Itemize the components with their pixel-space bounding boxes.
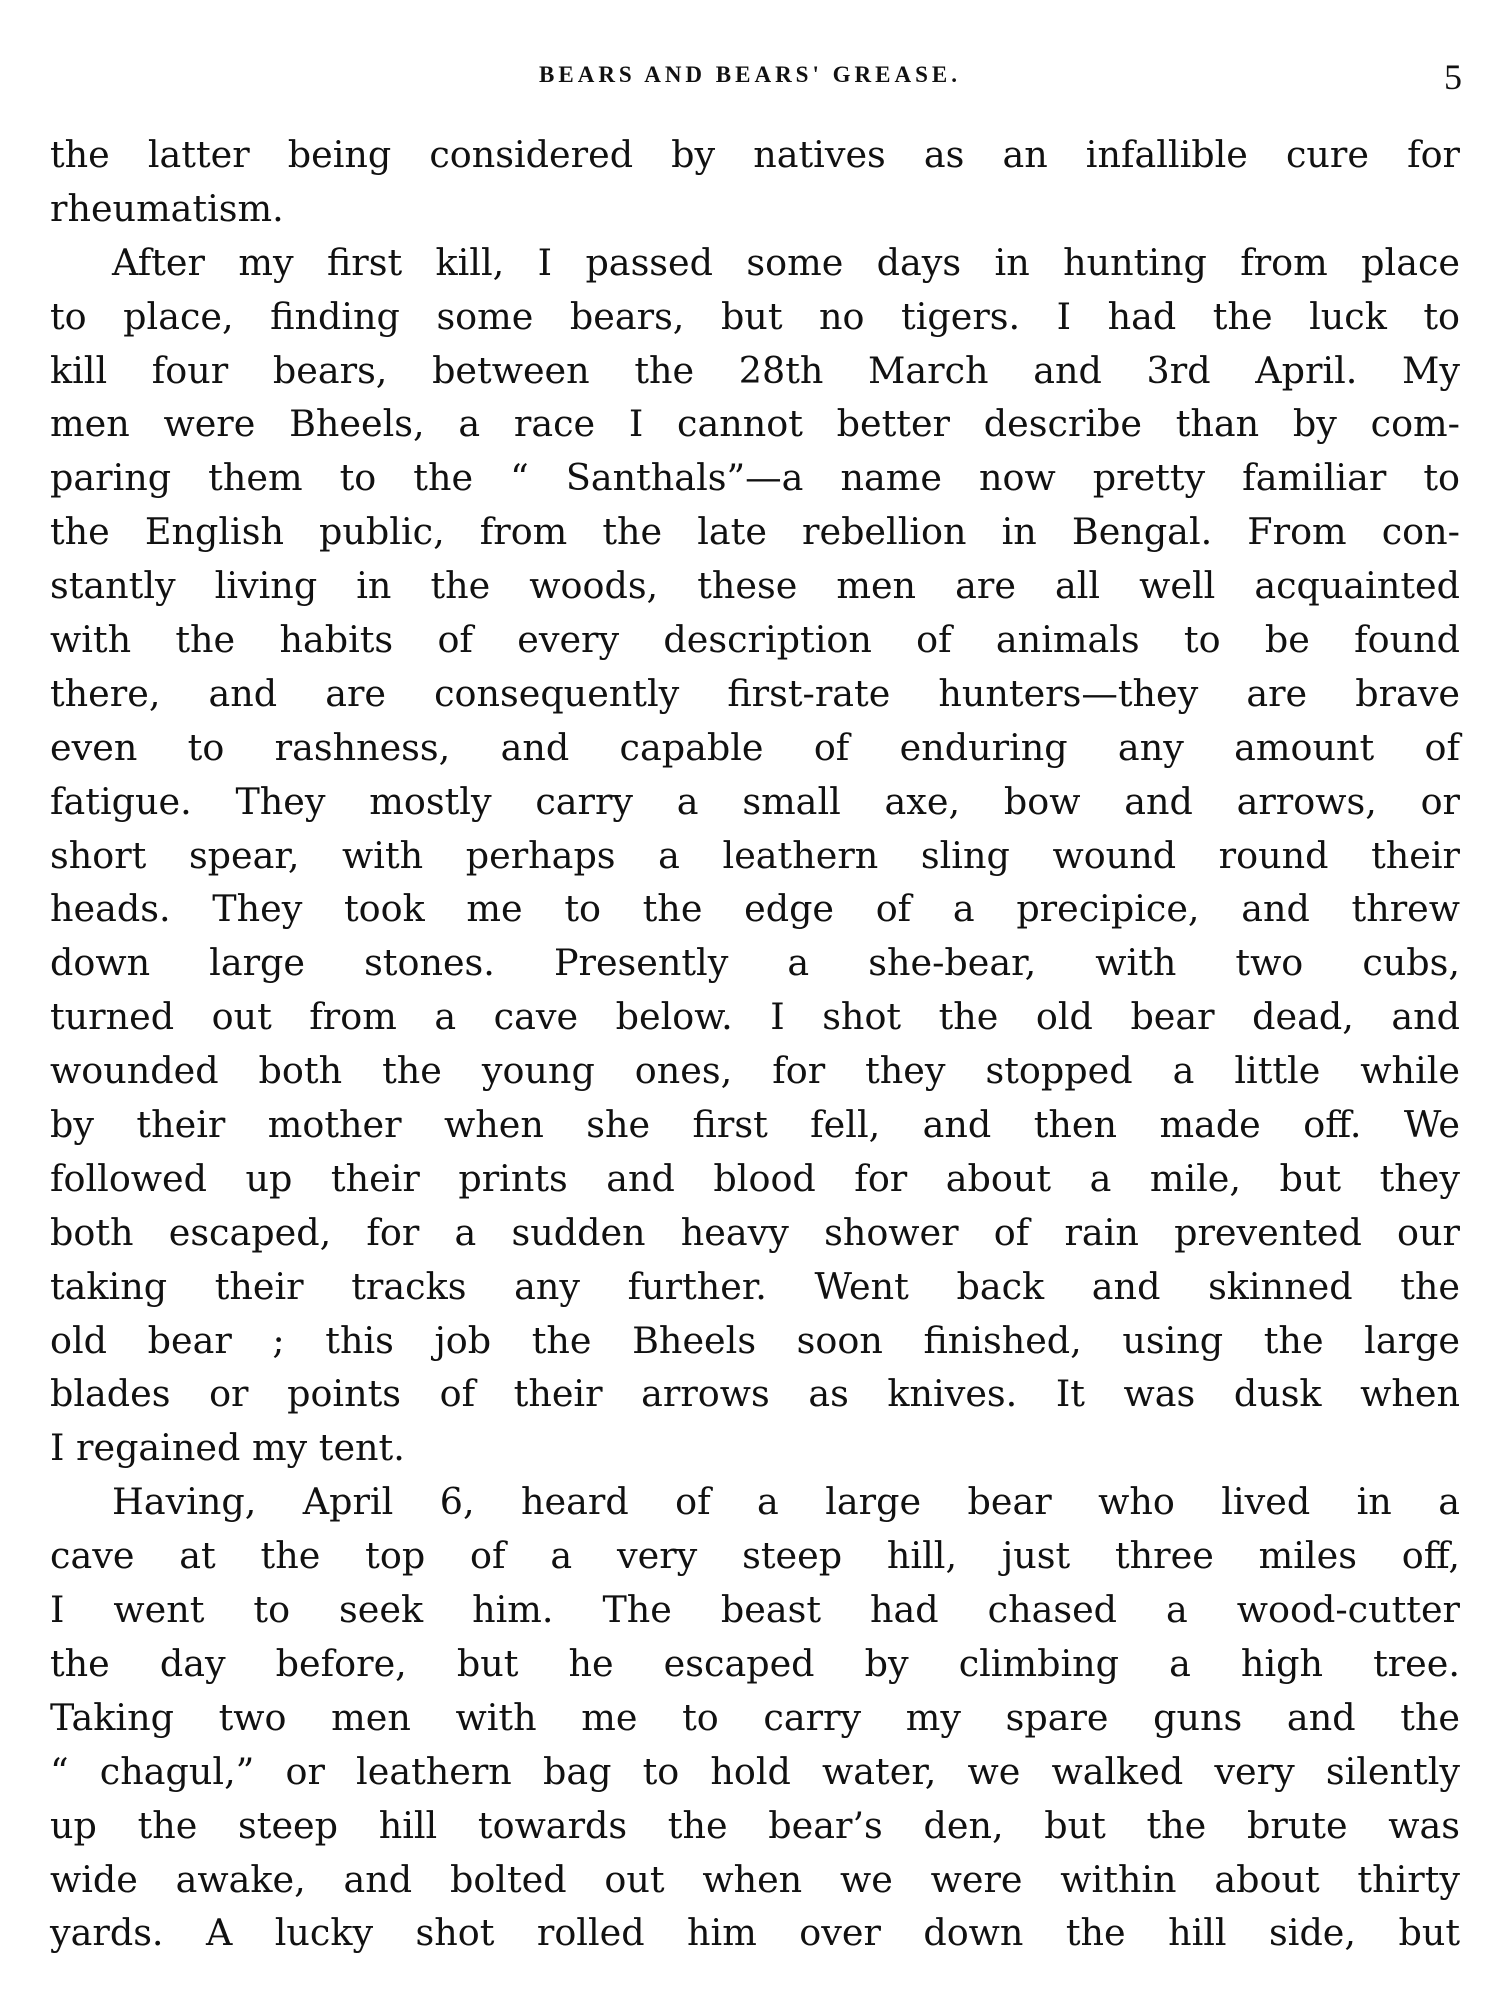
text-line: I went to seek him. The beast had chased a wood-cutter	[50, 1588, 1460, 1632]
text-line: wide awake, and bolted out when we were within about thirty	[50, 1857, 1460, 1901]
text-line: fatigue. They mostly carry a small axe, bow and arrows, or	[50, 779, 1460, 823]
text-line: with the habits of every description of animals to be found	[50, 618, 1460, 662]
text-line: I regained my tent.	[50, 1426, 405, 1470]
text-line: up the steep hill towards the bear’s den, but the brute was	[50, 1803, 1460, 1847]
text-line: taking their tracks any further. Went back and skinned the	[50, 1264, 1460, 1308]
text-line: men were Bheels, a race I cannot better describe than by com-	[50, 402, 1460, 446]
text-line: both escaped, for a sudden heavy shower of rain prevented our	[50, 1210, 1460, 1254]
text-line: “ chagul,” or leathern bag to hold water, we walked very silently	[50, 1749, 1460, 1793]
text-line: down large stones. Presently a she-bear, with two cubs,	[50, 941, 1460, 985]
text-line: the latter being considered by natives as an infallible cure for	[50, 133, 1460, 176]
text-line: even to rashness, and capable of enduring any amount of	[50, 725, 1460, 769]
text-line: cave at the top of a very steep hill, just three miles off,	[50, 1534, 1460, 1578]
text-line: After my first kill, I passed some days in hunting from place	[112, 240, 1460, 284]
text-line: Having, April 6, heard of a large bear who lived in a	[112, 1480, 1460, 1524]
text-line: by their mother when she first fell, and then made off. We	[50, 1103, 1460, 1147]
text-line: there, and are consequently first-rate hunters—they are brave	[50, 671, 1460, 715]
text-line: kill four bears, between the 28th March and 3rd April. My	[50, 348, 1460, 392]
text-line: rheumatism.	[50, 186, 284, 230]
text-line: turned out from a cave below. I shot the old bear dead, and	[50, 995, 1460, 1039]
page-number: 5	[1444, 57, 1462, 97]
running-head	[0, 57, 1500, 102]
text-line: the English public, from the late rebellion in Bengal. From con-	[50, 510, 1460, 554]
text-line: yards. A lucky shot rolled him over down the hill side, but	[50, 1911, 1460, 1955]
text-line: Taking two men with me to carry my spare guns and the	[50, 1695, 1460, 1739]
text-line: paring them to the “ Santhals”—a name now pretty familiar to	[50, 456, 1460, 500]
text-line: to place, finding some bears, but no tigers. I had the luck to	[50, 294, 1460, 338]
text-line: wounded both the young ones, for they stopped a little while	[50, 1049, 1460, 1093]
text-line: short spear, with perhaps a leathern sling wound round their	[50, 833, 1460, 877]
text-line: old bear ; this job the Bheels soon finished, using the large	[50, 1318, 1460, 1362]
text-line: followed up their prints and blood for about a mile, but they	[50, 1156, 1460, 1200]
text-line: stantly living in the woods, these men are all well acquainted	[50, 564, 1460, 608]
body-text	[50, 128, 1460, 1960]
text-line: the day before, but he escaped by climbing a high tree.	[50, 1641, 1460, 1685]
running-title: BEARS AND BEARS' GREASE.	[539, 62, 961, 87]
text-line: heads. They took me to the edge of a precipice, and threw	[50, 887, 1460, 931]
text-line: blades or points of their arrows as knives. It was dusk when	[50, 1372, 1460, 1416]
